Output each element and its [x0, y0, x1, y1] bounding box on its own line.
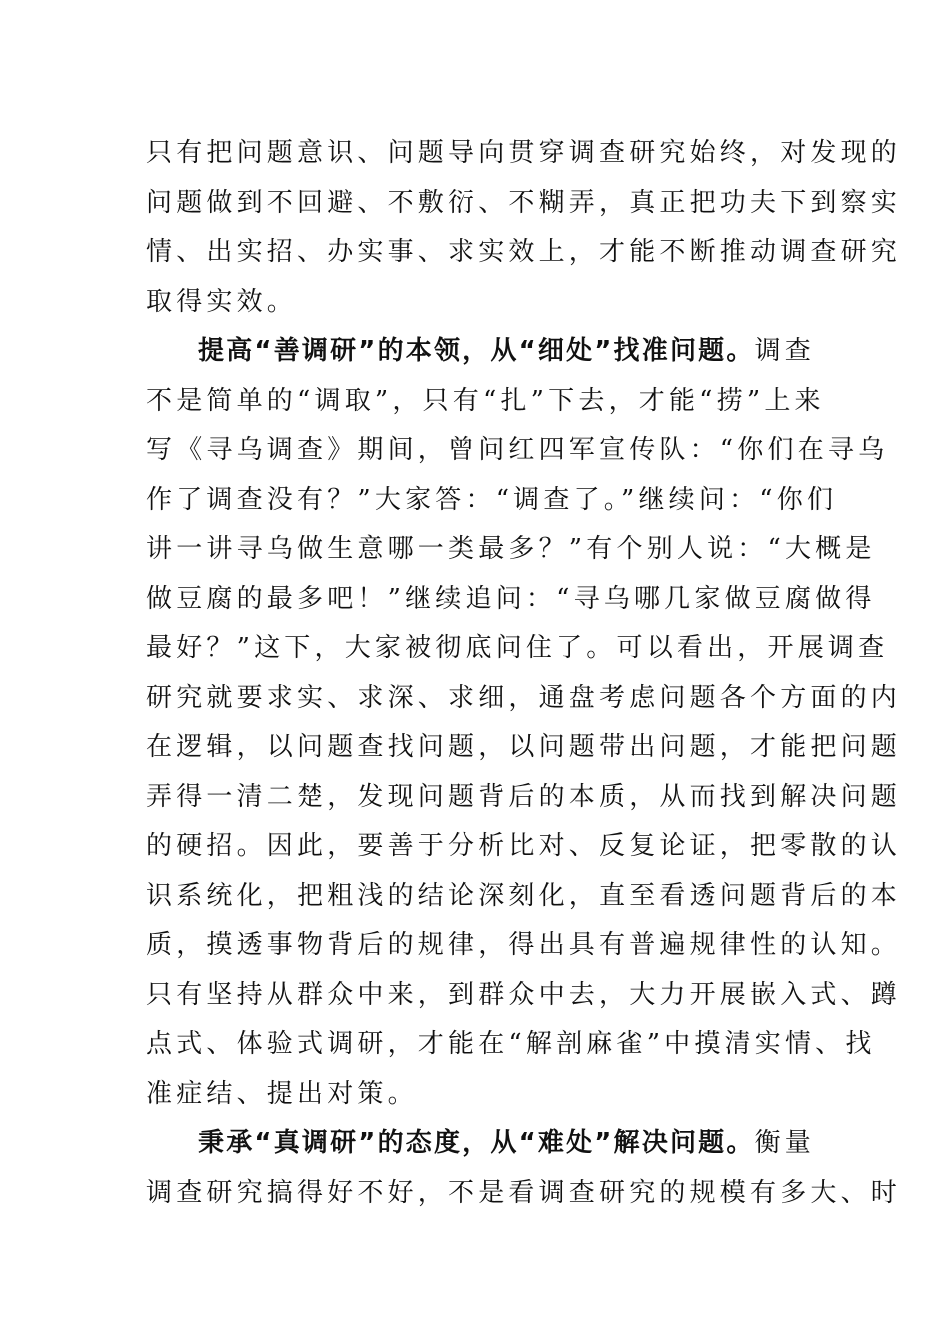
text-line: 识系统化，把粗浅的结论深刻化，直至看透问题背后的本 [146, 880, 902, 911]
paragraph-3 [146, 1119, 902, 1218]
document-page [146, 129, 902, 1218]
text-line: 研究就要求实、求深、求细，通盘考虑问题各个方面的内 [146, 682, 902, 713]
text-line: 点式、体验式调研，才能在“解剖麻雀”中摸清实情、找 [146, 1029, 876, 1059]
text-line: 不是简单的“调取”，只有“扎”下去，才能“捞”上来 [146, 385, 825, 416]
text-line: 情、出实招、办实事、求实效上，才能不断推动调查研究 [146, 237, 902, 267]
text-line: 写《寻乌调查》期间，曾问红四军宣传队：“你们在寻乌 [146, 435, 889, 465]
paragraph-2 [146, 327, 902, 1119]
text-line: 作了调查没有？”大家答：“调查了。”继续问：“你们 [146, 484, 838, 515]
paragraph-first-line [146, 1119, 815, 1169]
text-line: 问题做到不回避、不敷衍、不糊弄，真正把功夫下到察实 [146, 187, 902, 218]
section-heading: 提高“善调研”的本领，从“细处”找准问题。 [198, 336, 755, 366]
text-line: 最好？”这下，大家被彻底问住了。可以看出，开展调查 [146, 633, 889, 663]
text-line: 质，摸透事物背后的规律，得出具有普遍规律性的认知。 [146, 930, 902, 960]
text-line: 调查研究搞得好不好，不是看调查研究的规模有多大、时 [146, 1177, 902, 1208]
text-line: 在逻辑，以问题查找问题，以问题带出问题，才能把问题 [146, 732, 902, 762]
text-line: 只有把问题意识、问题导向贯穿调查研究始终，对发现的 [146, 138, 902, 168]
section-heading: 秉承“真调研”的态度，从“难处”解决问题。 [198, 1128, 755, 1158]
text-line: 的硬招。因此，要善于分析比对、反复论证，把零散的认 [146, 831, 902, 861]
text-line: 讲一讲寻乌做生意哪一类最多？”有个别人说：“大概是 [146, 534, 876, 564]
text-line: 只有坚持从群众中来，到群众中去，大力开展嵌入式、蹲 [146, 979, 902, 1010]
text-line: 弄得一清二楚，发现问题背后的本质，从而找到解决问题 [146, 781, 902, 812]
text-line: 取得实效。 [146, 286, 298, 317]
paragraph-1 [146, 129, 902, 327]
text-line: 准症结、提出对策。 [146, 1078, 418, 1109]
text-line: 做豆腐的最多吧！”继续追问：“寻乌哪几家做豆腐做得 [146, 583, 876, 614]
text-fragment: 衡量 [754, 1128, 815, 1158]
text-fragment: 调查 [754, 336, 815, 366]
paragraph-first-line [146, 327, 815, 377]
